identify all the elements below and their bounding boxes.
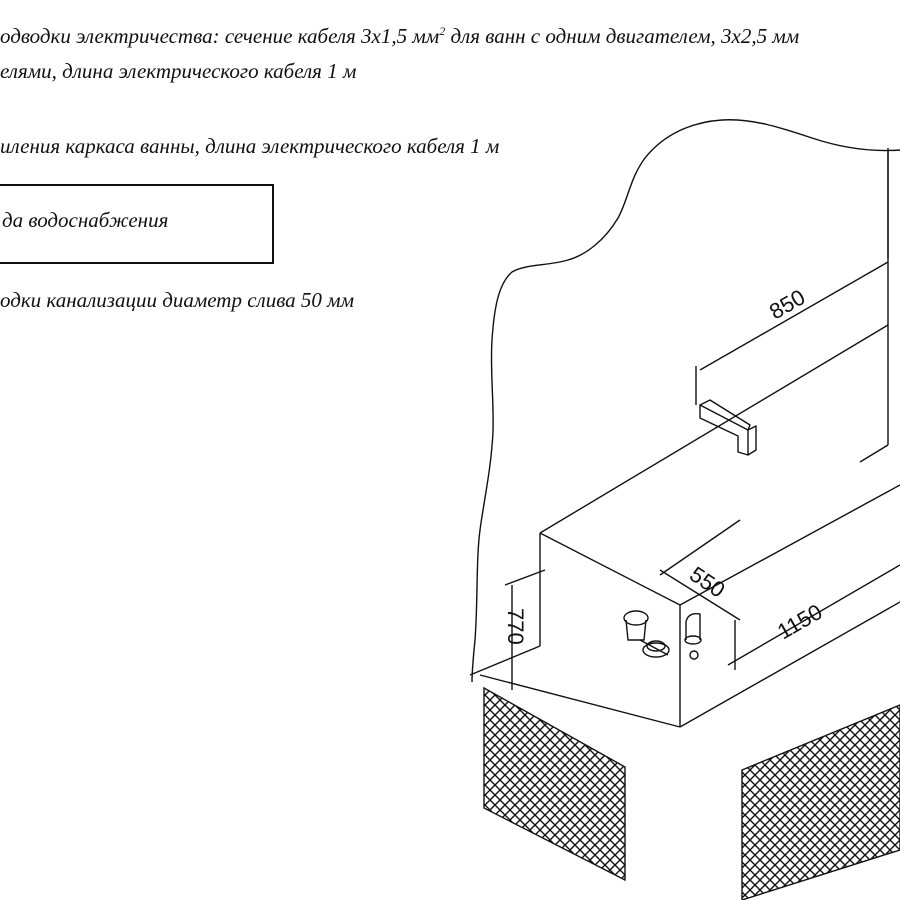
grounding-note: иления каркаса ванны, длина электрического кабеля 1 м [0, 134, 500, 158]
wall-outline [472, 120, 900, 682]
dim-850-label: 850 [765, 284, 810, 325]
dim-850-line [700, 262, 888, 370]
tub-top-front-edge [540, 533, 680, 605]
tub-back-edge [540, 325, 888, 533]
drain-fitting-icon [624, 611, 669, 657]
electrical-note-text: одводки электричества: сечение кабеля 3x1,5 мм [0, 24, 440, 48]
dim-550-label: 550 [685, 561, 730, 603]
left-support-panel [484, 688, 625, 880]
superscript-2: 2 [439, 24, 446, 38]
dim-770-label: 770 [503, 608, 528, 645]
dim-1150-label: 1150 [773, 599, 827, 645]
right-support-panel [742, 705, 900, 900]
electrical-note-text-rest: для ванн с одним двигателем, 3x2,5 мм [445, 24, 800, 48]
water-supply-note: да водоснабжения [2, 208, 169, 232]
electrical-note-line-2: елями, длина электрического кабеля 1 м [0, 59, 357, 83]
overflow-pipe-icon [685, 614, 701, 659]
floor-line [470, 646, 540, 675]
sewer-note: одки канализации диаметр слива 50 мм [0, 288, 354, 312]
